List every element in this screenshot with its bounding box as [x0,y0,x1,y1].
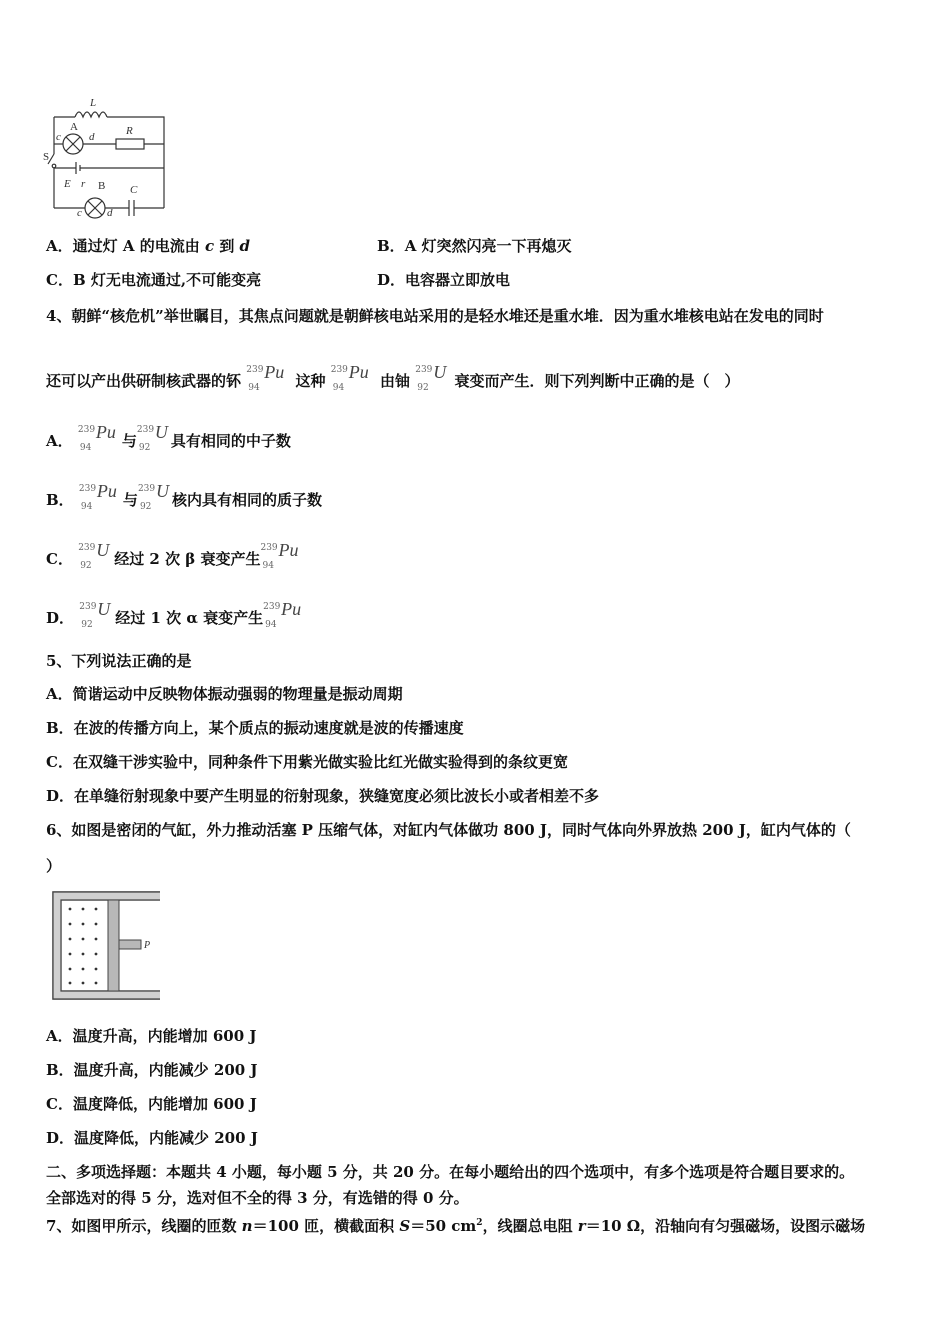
cylinder-diagram [50,889,168,1003]
label-R: R [126,125,133,137]
q7-stem: 7、如图甲所示，线圈的匝数 n＝100 匝，横截面积 S＝50 $cm^2$，线圈总电阻 r＝10 Ω，沿轴向有匀强磁场，设图示磁场 [46,1217,866,1235]
nuclide-u: 239 92 U [136,422,168,453]
nuclide-pu: 239 94 Pu [330,362,369,393]
label-E: E [64,178,71,190]
q4-option-c: C． 239 92 U 经过 2 次 β 衰变产生 239 94 Pu [46,544,304,569]
label-d-bottom: d [107,207,113,219]
nuclide-u: 239 92 U [78,540,110,571]
nuclide-pu: 239 94 Pu [78,481,117,512]
q6-option-c: C．温度降低，内能增加 600 J [46,1095,257,1113]
nuclide-pu: 239 94 Pu [260,540,299,571]
q3-option-a: A．通过灯 A 的电流由 c 到 d [46,237,251,255]
label-C: C [130,184,138,196]
circuit-diagram [40,92,175,220]
nuclide-u: 239 92 U [137,481,169,512]
q5-option-b: B．在波的传播方向上，某个质点的振动速度就是波的传播速度 [46,719,464,737]
q4-option-b: B． 239 94 Pu 与 239 92 U 核内具有相同的质子数 [46,481,322,512]
label-S: S [43,151,50,163]
q4-option-d: D． 239 92 U 经过 1 次 α 衰变产生 239 94 Pu [46,603,307,628]
nuclide-u: 239 92 U [415,362,447,393]
nuclide-pu: 239 94 Pu [246,362,285,393]
nuclide-u: 239 92 U [79,599,111,630]
label-c-top: c [56,131,61,143]
label-r: r [81,178,86,190]
q4-stem-line1: 4、朝鲜“核危机”举世瞩目，其焦点问题就是朝鲜核电站采用的是轻水堆还是重水堆．因为重水堆核电站在发电的同时 [46,307,824,325]
q5-option-a: A．简谐运动中反映物体振动强弱的物理量是振动周期 [46,685,403,703]
section2-heading-line2: 全部选对的得 5 分，选对但不全的得 3 分，有选错的得 0 分。 [46,1189,469,1207]
q6-option-b: B．温度升高，内能减少 200 J [46,1061,258,1079]
piston-label: P [144,940,151,951]
q4-option-a: A． 239 94 Pu 与 239 92 U 具有相同的中子数 [46,422,291,453]
q6-stem-line1: 6、如图是密闭的气缸，外力推动活塞 P 压缩气体，对缸内气体做功 800 J，同时气体向外界放热 200 J，缸内气体的（ [46,821,851,839]
q5-stem: 5、下列说法正确的是 [46,652,192,670]
label-A: A [70,121,78,133]
q5-option-d: D．在单缝衍射现象中要产生明显的衍射现象，狭缝宽度必须比波长小或者相差不多 [46,787,600,805]
nuclide-pu: 239 94 Pu [77,422,116,453]
q4-stem-line2: 还可以产出供研制核武器的钚 239 94 Pu 这种 239 94 Pu 由铀 239 92 U 衰变而产生．则下列判断中正确的是（ ） [46,362,740,393]
q5-option-c: C．在双缝干涉实验中，同种条件下用紫光做实验比红光做实验得到的条纹更宽 [46,753,568,771]
label-B: B [98,180,106,192]
q6-option-d: D．温度降低，内能减少 200 J [46,1129,258,1147]
q6-option-a: A．温度升高，内能增加 600 J [46,1027,257,1045]
label-L: L [90,97,97,109]
q6-stem-line2: ） [46,857,62,875]
label-c-bottom: c [77,207,82,219]
label-d-top: d [89,131,95,143]
q3-option-c: C．B 灯无电流通过,不可能变亮 [46,271,262,289]
q3-option-d: D．电容器立即放电 [377,271,511,289]
nuclide-pu: 239 94 Pu [263,599,302,630]
q3-option-b: B．A 灯突然闪亮一下再熄灭 [377,237,572,255]
section2-heading-line1: 二、多项选择题：本题共 4 小题，每小题 5 分，共 20 分。在每小题给出的四个选项中，有多个选项是符合题目要求的。 [46,1163,855,1181]
